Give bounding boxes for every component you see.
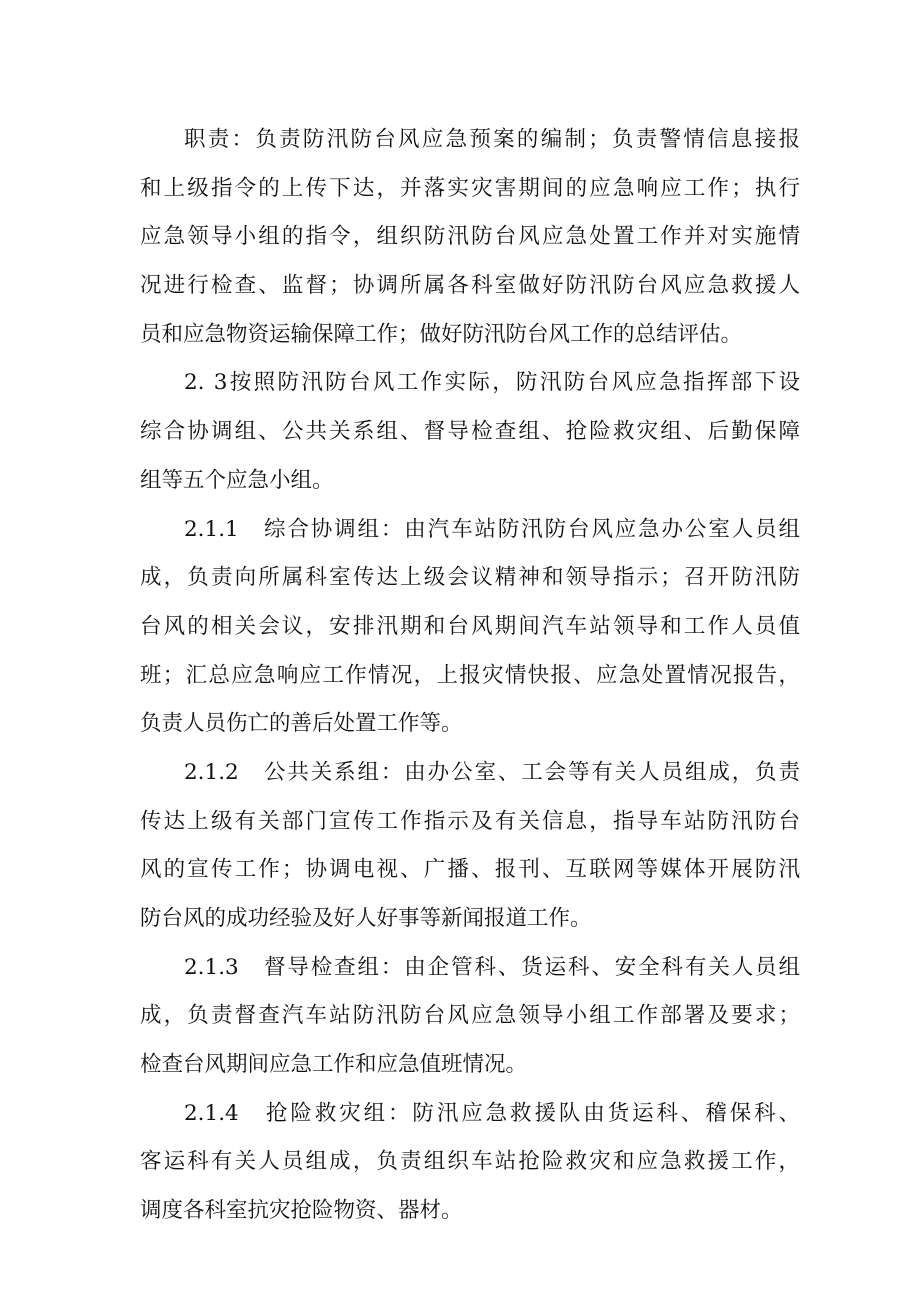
text-line: 2. 3按照防汛防台风工作实际，防汛防台风应急指挥部下设 bbox=[184, 370, 800, 396]
text-line: 检查台风期间应急工作和应急值班情况。 bbox=[140, 1052, 528, 1078]
paragraph-section-2-3 bbox=[140, 359, 800, 505]
text-line: 和上级指令的上传下达，并落实灾害期间的应急响应工作；执行 bbox=[140, 175, 800, 201]
text-line: 2.1.1 综合协调组：由汽车站防汛防台风应急办公室人员组 bbox=[184, 516, 800, 542]
text-line: 客运科有关人员组成，负责组织车站抢险救灾和应急救援工作， bbox=[140, 1149, 800, 1175]
text-line: 成，负责督查汽车站防汛防台风应急领导小组工作部署及要求； bbox=[140, 1003, 800, 1029]
paragraph-section-2-1-3 bbox=[140, 944, 800, 1090]
document-body bbox=[140, 116, 800, 1236]
text-line: 况进行检查、监督；协调所属各科室做好防汛防台风应急救援人 bbox=[140, 273, 800, 299]
text-line: 班；汇总应急响应工作情况，上报灾情快报、应急处置情况报告， bbox=[140, 662, 800, 688]
text-line: 职责：负责防汛防台风应急预案的编制；负责警情信息接报 bbox=[184, 127, 800, 152]
text-line: 2.1.3 督导检查组：由企管科、货运科、安全科有关人员组 bbox=[184, 954, 800, 980]
text-line: 成，负责向所属科室传达上级会议精神和领导指示；召开防汛防 bbox=[140, 565, 800, 591]
text-line: 传达上级有关部门宣传工作指示及有关信息，指导车站防汛防台 bbox=[140, 808, 800, 834]
text-line: 负责人员伤亡的善后处置工作等。 bbox=[140, 711, 463, 737]
text-line: 台风的相关会议，安排汛期和台风期间汽车站领导和工作人员值 bbox=[140, 613, 800, 639]
text-line: 风的宣传工作；协调电视、广播、报刊、互联网等媒体开展防汛 bbox=[140, 857, 800, 883]
paragraph-section-2-1-1 bbox=[140, 506, 800, 749]
text-line: 2.1.4 抢险救灾组：防汛应急救援队由货运科、稽保科、 bbox=[184, 1100, 800, 1126]
text-line: 调度各科室抗灾抢险物资、器材。 bbox=[140, 1198, 463, 1224]
text-line: 员和应急物资运输保障工作；做好防汛防台风工作的总结评估。 bbox=[140, 321, 743, 347]
text-line: 2.1.2 公共关系组：由办公室、工会等有关人员组成，负责 bbox=[184, 759, 800, 785]
paragraph-duties bbox=[140, 116, 800, 359]
paragraph-section-2-1-4 bbox=[140, 1090, 800, 1236]
paragraph-section-2-1-2 bbox=[140, 749, 800, 944]
text-line: 防台风的成功经验及好人好事等新闻报道工作。 bbox=[140, 906, 592, 931]
text-line: 应急领导小组的指令，组织防汛防台风应急处置工作并对实施情 bbox=[140, 224, 800, 250]
text-line: 综合协调组、公共关系组、督导检查组、抢险救灾组、后勤保障 bbox=[140, 419, 800, 445]
text-line: 组等五个应急小组。 bbox=[140, 467, 334, 493]
